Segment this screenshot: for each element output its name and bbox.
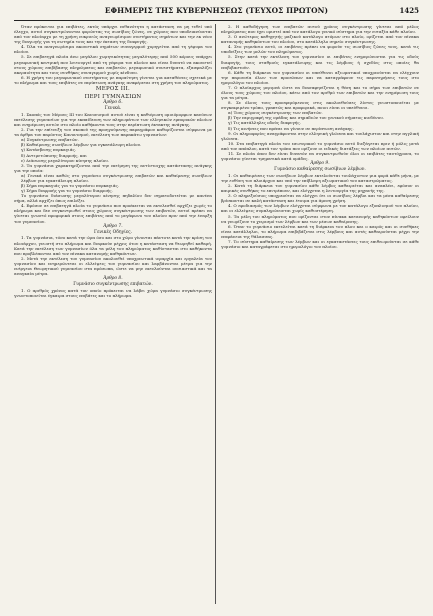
paragraph: 4. Ο εφοδιασμός των λέμβων ελέγχεται σύμφωνα με τον κατάλογο εξοπλισμού του πλοίου, και οι ελλείψεις συμπληρώνονται χωρίς καθυστέρηση. [221,203,419,214]
article-title: Γυμνάσιο συγκέντρωσης επιβατών. [73,282,153,288]
article-number: Άρθρο 6. [103,100,123,106]
list-item: γ) Σήμα διαρροής για το γυμνάσιο διαρροής. [21,188,113,194]
paragraph: 2. Μετά την εκτέλεση του γυμνασίου ακολουθεί υποχρεωτικά ιεραρχία και εργαλεία του γυμνασίου και ενημερώνεται οι ελλείψεις του γυμνασίου και λαμβάνονται μέτρα για την ενέργεια Θεωρητικού γυμνασίου στα πρόσωπα, ώστε να μην εκτελούνται ουσιαστικά και τα αναγκαία μέτρα. [14,255,212,276]
paragraph: 9. Οι πληροφορίες αναγράφονται στην ελληνική γλώσσα και τουλάχιστον και στην αγγλική γλώσσα. [221,130,419,141]
paragraph: 4. Όλα τα αναγνωρίσιμα ακουστικά σημάτων συναγερμού χορηγείται από τη γέφυρα του πλοίου. [14,44,212,55]
paragraph: 8. Σε όλους τους προσφερόμενους στις ακολουθούσες λίστες γνωστοποιείται με συγκεκριμένο τρόπο, γραπτώς και προφορικά, ποιοι είναι οι υπεύθυνοι. [221,100,419,111]
list-item: δ) Αντιμετώπισης διαρροής, και [21,152,87,158]
paragraph: Το γυμνάσιο διάσωσης μεγαλύτερου κίνησης πηδαλίου δεν σηματοδοτείται με κανένα σήμα, αλλά αρχίζει όπως επιλέξει. [14,193,212,204]
paragraph: 6. Κάθε τη διάρκεια του γυμνασίου οι υπεύθυνοι αξιωματικοί υποχρεούνται να ελέγχουν την παρουσία όλων των προσώπων και να καταγράφουν τις παρατηρήσεις τους στο ημερολόγιο του πλοίου. [221,69,419,85]
paragraph: Όταν πρόκειται για επιβάτες, εκτός υπάρχει πιθανότητα η κατάσταση να μη τεθεί υπό έλεγχο, αυτοί συγκεντρώνονται φορώντας τις σωσίβιες ζώνες, σε χώρους που υποδεικνύονται από τον πλοίαρχο με τη χρήση ευκρινώς αναγνωρίσιμου συστήματος σημάτων και την εκ νέου της διαγωγής για τη σωτηρία τους και την έκταση της διαφυγής. [14,24,212,45]
paragraph: 11. Σε πλοία όπου δεν είναι δυνατόν να συγκεντρωθούν όλοι οι επιβάτες ταυτόχρονα, το γυμνάσιο γίνεται τμηματικά κατά ομάδες. [221,150,419,162]
paragraph: 4. Στο γυμνάσιο αυτό, οι επιβάτες πρέπει να φορούν τις σωσίβιες ζώνες τους, κατά τις υποδείξεις των μελών του πληρώματος. [221,44,419,55]
list-item: β) Την περιγραφή της ομάδας και σημαδιών του γενικού σήματος κινδύνου. [228,115,384,121]
paragraph: 7. Το σύστημα καθαίρεσης των λέμβων και οι εγκαταστάσεις τους επιθεωρούνται σε κάθε γυμνάσιο και καταγράφεται στο ημερολόγιο του πλοίου. [221,238,419,249]
paragraph: 3. Τα γυμνάσια χαρακτηρίζονται από την εκτίμηση της αντίστοιχης κατάστασης ανάγκης για την οποία: [14,162,212,173]
paragraph: 1. Τα γυμνάσια, τόσο κατά την ώρα όσο και στο χώρο γίνονται πάντοτε κατά την κρίση του πλοιάρχου, γνωστή στο πλήρωμα και διαρκούν μέχρις ότου η κατάσταση να θεωρηθεί καθαρή. Κατά την εκτέλεση των γυμνασίων όλα τα μέλη του πληρώματος καθίστανται στο καθήκοντα που προβλέπονται από τον πίνακα κατανομής καθηκόντων. [14,235,212,256]
article-title: Γενικά. [104,106,122,112]
text-columns [14,24,419,604]
section-heading: ΜΕΡΟΣ ΙΙΙ. [95,85,131,92]
header-rule [14,20,419,21]
article-title: Γενικές Οδηγίες. [94,229,132,235]
list-item: α) Συγκέντρωσης επιβατών. [21,137,79,143]
paragraph: 4. Εφόσον σε επιβατηγά πλοία το γυμνάσιο που προέκειται να εκτελεσθεί αρχίζει χωρίς το πλήρωμα και δεν συγκεντρωθεί στους χώρους συγκέντρωσης των επιβατών, αυτοί πρέπει να γίνεται γνωστό προφορικά στους επιβάτες από το μεγάφωνο του πλοίου πριν από την έναρξη του γυμνασίου. [14,203,212,224]
paragraph: 3. Ο πληρεξούσιος υποχρεούται να ελέγχει ότι οι σωσίβιες λέμβοι και τα μέσα καθαίρεσης βρίσκονται σε καλή κατάσταση και έτοιμα για άμεση χρήση. [221,193,419,204]
paragraph: 7. Ο πλοίαρχος μεριμνά ώστε να διασαφηνίζεται η θέση και το σήμα των επιβατών σε όλους τους χώρους του πλοίου, κάτω από τον αριθμό των επιβατών και την ενημέρωση τους για τα μέτρα. [221,84,419,101]
paragraph: 6. Όταν το γυμνάσιο εκτελείται κατά τη διάρκεια του πλου και ο καιρός και οι συνθήκες είναι κατάλληλοι, το πλήρωμα επιβιβάζεται στις λέμβους και αυτές καθαιρούνται μέχρι την επιφάνεια της θάλασσας. [221,223,419,239]
article-number: Άρθρο 8. [103,276,123,282]
article-number: Άρθρο 9. [310,161,330,167]
paragraph: 1. Σκοπός του Μέρους ΙΙΙ του Κανονισμού αυτού είναι η καθιέρωση ομοιόμορφων κανόνων εκτέλεσης γυμνασίων για την εκπαίδευση των πληρωμάτων των ελληνικών εμπορικών πλοίων και ενημέρωση αυτών στο πλοίο καθήκοντα τους στην περίπτωση έκτακτης ανάγκης. [14,111,212,128]
page-header [14,6,419,18]
list-item: β) Σήμα πυρκαγιάς για το γυμνάσιο πυρκαγιάς. [21,183,120,189]
list-item: β) Καθαίρεσης σωσίβιων λέμβων για εγκατάλειψη πλοίου. [21,142,142,148]
paragraph: 5. Στην κατά την εκτέλεση του γυμνασίου οι επιβάτες ενημερώνονται για τις οδούς διαφυγής, τους σταθμούς εγκατάλειψης και τις λέμβους ή σχεδίες στις οποίες θα επιβιβαστούν. [221,54,419,70]
paragraph: 10. Στα επιβατηγά πλοία του εσωτερικού το γυμνάσιο αυτό διεξάγεται πριν ή μόλις μετά από τον απόπλου, κατά τον τρόπο που ορίζουν οι ειδικές διατάξεις των πλοίων αυτών. [221,140,419,151]
paragraph: 1. Οι καθαιρέσεις των σωσίβιων λέμβων εκτελούνται τουλάχιστον μια φορά κάθε μήνα, με την ευθύνη του πλοιάρχου και υπό την επίβλεψη αξιωματικού του καταστρώματος. [221,172,419,183]
list-item: γ) Τις κατάλληλες οδούς διαφυγής. [228,120,301,126]
paragraph: 1. Ο αριθμός χρόνος κατά τον οποίο πρόκειται να λάβει χώρα γυμνάσιο συγκέντρωσης γνωστοποιείται έγκαιρα στους επιβάτες και το πλήρωμα. [14,287,212,298]
column-divider [215,24,216,604]
paragraph: 5. Σε επιβατηγά πλοία άνω μεγάλου χωρητικότητας μεγαλύτερης από 500 κόρους υπάρχει μεγαφωνική κεντρική που λειτουργεί από τη γέφυρα του πλοίου και είναι δυνατό να ακουστεί στους χώρους επιβίβασης πληρώματος και επιβατών, μεγαφωνικό συνεστήματα, εξασφαλίζει ακεραιότητα και τους συνθήκες συναγερμού χωρίς κίνδυνο. [14,54,212,75]
paragraph: 6. Η χρήση του μεγαφωνικού συστήματος με παραίτηση γίνεται για καταθέσεις σχετικά με το πλήρωμα και τους επιβάτες σε περίπτωση ανάγκης αναφέρεται στη χρήση του πληρώματος. [14,74,212,85]
header-title: ΕΦΗΜΕΡΙΣ ΤΗΣ ΚΥΒΕΡΝΗΣΕΩΣ (ΤΕΥΧΟΣ ΠΡΩΤΟΝ) [104,6,329,15]
page-number: 1425 [399,6,419,15]
list-item: α) Γενικά είναι καθώς στο γυμνάσιο συγκέντρωσης επιβατών και καθαίρεσης σωσίβιων λέμβων για εγκατάλειψη πλοίου. [21,172,212,183]
paragraph: 2. Για την επίτευξη του σκοπού της προηγούμενης παραγράφου καθορίζονται σύμφωνα με τα άρθρα του παρόντος Κανονισμού, εκτέλεση των παρακάτω γυμνασίων: [14,127,212,138]
paragraph: 2. Κατά τη διάρκεια του γυμνασίου κάθε λέμβος καθαιρείται και αναπλέει, εφόσον οι καιρικές συνθήκες το επιτρέπουν, και ελέγχεται η λειτουργία της μηχανής της. [221,183,419,194]
paragraph: 2. Η καθοδήγηση των επιβατών αυτού χρόνος συγκέντρωσης γίνεται από μέλος πληρώματος που έχει οριστεί από τον κατάλογο γενικό σύστημα για την ευταξία κάθε πλοίου. [221,24,419,35]
list-item: δ) Τις κινήσεις που πρέπει να γίνουν σε περίπτωση ανάγκης. [228,125,354,131]
article-title: Γυμνάσιο καθαίρεσης σωσίβιων λέμβων. [274,167,366,173]
article-number: Άρθρο 7. [103,223,123,229]
section-heading: ΠΕΡΙ ΓΥΜΝΑΣΙΩΝ [84,93,142,100]
right-column [221,24,419,604]
list-item: γ) Κατάσβεσης πυρκαγιάς. [21,147,77,153]
paragraph: 5. Τα μέλη του πληρώματος που ορίζονται στον πίνακα κατανομής καθηκόντων οφείλουν να γνωρίζουν το χειρισμό των λέμβων και των μέσων καθαίρεσης. [221,213,419,224]
left-column [14,24,212,604]
list-item: ε) Διάσωσης μεγαλύτερου κίνησης πλοίου. [21,157,109,163]
paragraph: 3. Ο ανώτερος καθηγητής μαζικού κατάλογο ατόμων στο πλοίο, ορίζεται από τον πίνακα κατανομής καθηκόντων του πλοίου, στο κατάλληλο σημείο συγκέντρωσης. [221,34,419,45]
list-item: α) Τους χώρους συγκέντρωσης των επιβατών. [228,110,323,116]
